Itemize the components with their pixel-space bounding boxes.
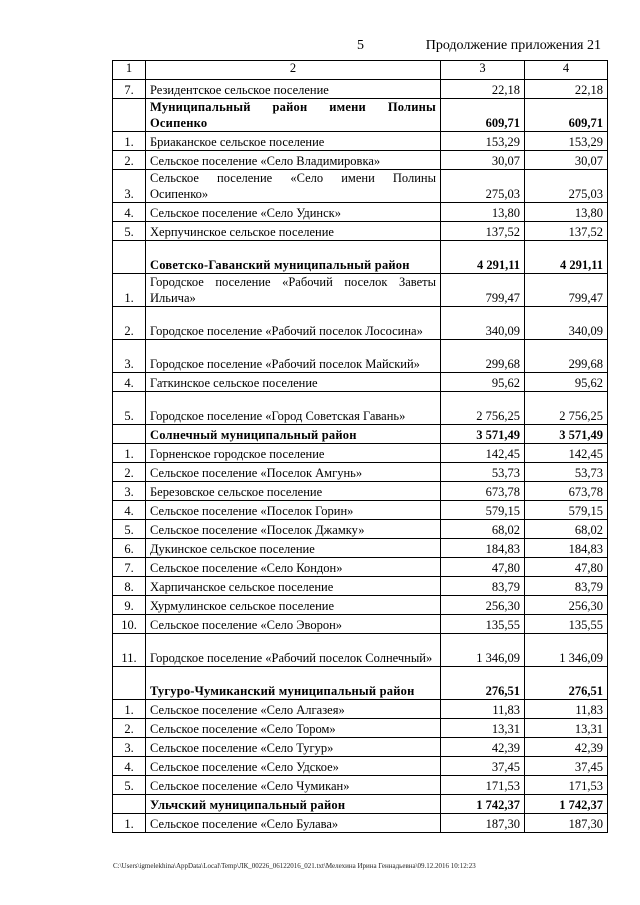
row-number xyxy=(113,241,146,274)
settlement-name: Хурмулинское сельское поселение xyxy=(146,596,441,615)
value-col3: 22,18 xyxy=(441,80,525,99)
value-col4: 609,71 xyxy=(525,99,608,132)
row-number: 3. xyxy=(113,340,146,373)
value-col4: 95,62 xyxy=(525,373,608,392)
row-number: 1. xyxy=(113,274,146,307)
value-col3: 1 742,37 xyxy=(441,795,525,814)
value-col3: 184,83 xyxy=(441,539,525,558)
column-header-row xyxy=(113,61,608,80)
settlement-name: Сельское поселение «Село Кондон» xyxy=(146,558,441,577)
value-col4: 184,83 xyxy=(525,539,608,558)
settlement-name: Городское поселение «Рабочий поселок Заветы Ильича» xyxy=(146,274,441,307)
row-number: 5. xyxy=(113,392,146,425)
value-col3: 187,30 xyxy=(441,814,525,833)
value-col3: 13,80 xyxy=(441,203,525,222)
settlement-name: Советско-Гаванский муниципальный район xyxy=(146,241,441,274)
row-number: 1. xyxy=(113,132,146,151)
value-col3: 68,02 xyxy=(441,520,525,539)
value-col3: 2 756,25 xyxy=(441,392,525,425)
value-col3: 340,09 xyxy=(441,307,525,340)
table-row xyxy=(113,80,608,99)
row-number: 6. xyxy=(113,539,146,558)
table-row xyxy=(113,738,608,757)
table-row xyxy=(113,539,608,558)
row-number: 3. xyxy=(113,482,146,501)
value-col4: 171,53 xyxy=(525,776,608,795)
settlement-name: Сельское поселение «Село имени Полины Осипенко» xyxy=(146,170,441,203)
value-col4: 30,07 xyxy=(525,151,608,170)
row-number xyxy=(113,667,146,700)
table-row xyxy=(113,392,608,425)
row-number: 7. xyxy=(113,558,146,577)
row-number: 5. xyxy=(113,520,146,539)
table-row xyxy=(113,558,608,577)
appendix-continuation: Продолжение приложения 21 xyxy=(425,38,601,53)
settlement-name: Дукинское сельское поселение xyxy=(146,539,441,558)
value-col3: 3 571,49 xyxy=(441,425,525,444)
table-row xyxy=(113,340,608,373)
value-col4: 153,29 xyxy=(525,132,608,151)
settlement-name: Ульчский муниципальный район xyxy=(146,795,441,814)
settlement-name: Резидентское сельское поселение xyxy=(146,80,441,99)
value-col3: 137,52 xyxy=(441,222,525,241)
settlement-name: Городское поселение «Рабочий поселок Лососина» xyxy=(146,307,441,340)
settlement-name: Сельское поселение «Село Удинск» xyxy=(146,203,441,222)
column-header: 4 xyxy=(525,61,608,80)
table-row xyxy=(113,203,608,222)
value-col4: 275,03 xyxy=(525,170,608,203)
value-col4: 1 346,09 xyxy=(525,634,608,667)
row-number: 8. xyxy=(113,577,146,596)
settlement-name: Горненское городское поселение xyxy=(146,444,441,463)
value-col4: 673,78 xyxy=(525,482,608,501)
value-col3: 142,45 xyxy=(441,444,525,463)
row-number: 4. xyxy=(113,501,146,520)
table-row xyxy=(113,222,608,241)
value-col3: 579,15 xyxy=(441,501,525,520)
value-col4: 799,47 xyxy=(525,274,608,307)
row-number: 9. xyxy=(113,596,146,615)
value-col3: 42,39 xyxy=(441,738,525,757)
settlement-name: Сельское поселение «Поселок Джамку» xyxy=(146,520,441,539)
settlement-name: Сельское поселение «Поселок Горин» xyxy=(146,501,441,520)
table-row xyxy=(113,520,608,539)
table-row xyxy=(113,307,608,340)
value-col4: 42,39 xyxy=(525,738,608,757)
row-number xyxy=(113,99,146,132)
settlement-name: Городское поселение «Рабочий поселок Майский» xyxy=(146,340,441,373)
value-col3: 13,31 xyxy=(441,719,525,738)
value-col4: 68,02 xyxy=(525,520,608,539)
value-col3: 256,30 xyxy=(441,596,525,615)
value-col4: 11,83 xyxy=(525,700,608,719)
row-number: 1. xyxy=(113,814,146,833)
settlement-name: Сельское поселение «Село Тугур» xyxy=(146,738,441,757)
page-number: 5 xyxy=(357,38,364,53)
row-number: 5. xyxy=(113,776,146,795)
row-number: 7. xyxy=(113,80,146,99)
value-col4: 340,09 xyxy=(525,307,608,340)
row-number: 5. xyxy=(113,222,146,241)
table-row xyxy=(113,634,608,667)
value-col3: 299,68 xyxy=(441,340,525,373)
table-row xyxy=(113,757,608,776)
value-col4: 13,80 xyxy=(525,203,608,222)
value-col4: 137,52 xyxy=(525,222,608,241)
settlement-name: Солнечный муниципальный район xyxy=(146,425,441,444)
value-col3: 4 291,11 xyxy=(441,241,525,274)
settlement-name: Тугуро-Чумиканский муниципальный район xyxy=(146,667,441,700)
table-row xyxy=(113,596,608,615)
value-col3: 30,07 xyxy=(441,151,525,170)
value-col4: 37,45 xyxy=(525,757,608,776)
value-col3: 609,71 xyxy=(441,99,525,132)
value-col3: 47,80 xyxy=(441,558,525,577)
table-row xyxy=(113,719,608,738)
settlement-name: Харпичанское сельское поселение xyxy=(146,577,441,596)
value-col4: 2 756,25 xyxy=(525,392,608,425)
settlement-name: Гаткинское сельское поселение xyxy=(146,373,441,392)
row-number: 1. xyxy=(113,444,146,463)
value-col4: 4 291,11 xyxy=(525,241,608,274)
settlement-name: Сельское поселение «Село Чумикан» xyxy=(146,776,441,795)
table-row xyxy=(113,700,608,719)
value-col3: 275,03 xyxy=(441,170,525,203)
value-col4: 256,30 xyxy=(525,596,608,615)
value-col4: 135,55 xyxy=(525,615,608,634)
value-col4: 579,15 xyxy=(525,501,608,520)
settlement-name: Сельское поселение «Село Владимировка» xyxy=(146,151,441,170)
row-number: 3. xyxy=(113,170,146,203)
settlement-name: Херпучинское сельское поселение xyxy=(146,222,441,241)
table-row xyxy=(113,814,608,833)
district-total-row xyxy=(113,425,608,444)
column-header: 1 xyxy=(113,61,146,80)
row-number xyxy=(113,425,146,444)
settlement-name: Муниципальный район имени Полины Осипенко xyxy=(146,99,441,132)
district-total-row xyxy=(113,241,608,274)
settlement-name: Сельское поселение «Село Эворон» xyxy=(146,615,441,634)
district-total-row xyxy=(113,99,608,132)
settlement-name: Бриаканское сельское поселение xyxy=(146,132,441,151)
table-row xyxy=(113,132,608,151)
file-path-footer: C:\Users\igmelekhina\AppData\Local\Temp\ЛК_00226_06122016_021.txt\Мелехина Ирина Геннадьевна\09.12.2016 10:12:23 xyxy=(113,862,476,870)
value-col4: 142,45 xyxy=(525,444,608,463)
value-col3: 153,29 xyxy=(441,132,525,151)
value-col3: 53,73 xyxy=(441,463,525,482)
value-col3: 276,51 xyxy=(441,667,525,700)
row-number: 2. xyxy=(113,307,146,340)
table-row xyxy=(113,373,608,392)
row-number: 1. xyxy=(113,700,146,719)
settlement-name: Городское поселение «Город Советская Гавань» xyxy=(146,392,441,425)
row-number: 2. xyxy=(113,151,146,170)
settlement-name: Городское поселение «Рабочий поселок Солнечный» xyxy=(146,634,441,667)
row-number: 4. xyxy=(113,757,146,776)
table-row xyxy=(113,444,608,463)
settlement-name: Сельское поселение «Село Тором» xyxy=(146,719,441,738)
value-col3: 799,47 xyxy=(441,274,525,307)
value-col3: 83,79 xyxy=(441,577,525,596)
value-col4: 299,68 xyxy=(525,340,608,373)
settlement-name: Сельское поселение «Село Алгазея» xyxy=(146,700,441,719)
value-col4: 1 742,37 xyxy=(525,795,608,814)
row-number: 3. xyxy=(113,738,146,757)
table-row xyxy=(113,463,608,482)
value-col4: 276,51 xyxy=(525,667,608,700)
value-col3: 135,55 xyxy=(441,615,525,634)
row-number: 4. xyxy=(113,373,146,392)
settlement-name: Сельское поселение «Поселок Амгунь» xyxy=(146,463,441,482)
settlement-name: Сельское поселение «Село Булава» xyxy=(146,814,441,833)
row-number: 4. xyxy=(113,203,146,222)
data-table xyxy=(112,60,608,833)
value-col3: 37,45 xyxy=(441,757,525,776)
row-number xyxy=(113,795,146,814)
value-col3: 673,78 xyxy=(441,482,525,501)
column-header: 2 xyxy=(146,61,441,80)
value-col4: 13,31 xyxy=(525,719,608,738)
table-row xyxy=(113,274,608,307)
table-row xyxy=(113,776,608,795)
value-col4: 22,18 xyxy=(525,80,608,99)
row-number: 11. xyxy=(113,634,146,667)
table-row xyxy=(113,170,608,203)
value-col4: 187,30 xyxy=(525,814,608,833)
row-number: 2. xyxy=(113,463,146,482)
value-col4: 53,73 xyxy=(525,463,608,482)
value-col4: 47,80 xyxy=(525,558,608,577)
value-col3: 11,83 xyxy=(441,700,525,719)
row-number: 2. xyxy=(113,719,146,738)
value-col4: 3 571,49 xyxy=(525,425,608,444)
value-col3: 171,53 xyxy=(441,776,525,795)
value-col3: 1 346,09 xyxy=(441,634,525,667)
district-total-row xyxy=(113,667,608,700)
value-col4: 83,79 xyxy=(525,577,608,596)
table-row xyxy=(113,482,608,501)
row-number: 10. xyxy=(113,615,146,634)
settlement-name: Сельское поселение «Село Удское» xyxy=(146,757,441,776)
table-row xyxy=(113,577,608,596)
value-col3: 95,62 xyxy=(441,373,525,392)
column-header: 3 xyxy=(441,61,525,80)
settlement-name: Березовское сельское поселение xyxy=(146,482,441,501)
district-total-row xyxy=(113,795,608,814)
table-row xyxy=(113,501,608,520)
table-row xyxy=(113,151,608,170)
table-row xyxy=(113,615,608,634)
